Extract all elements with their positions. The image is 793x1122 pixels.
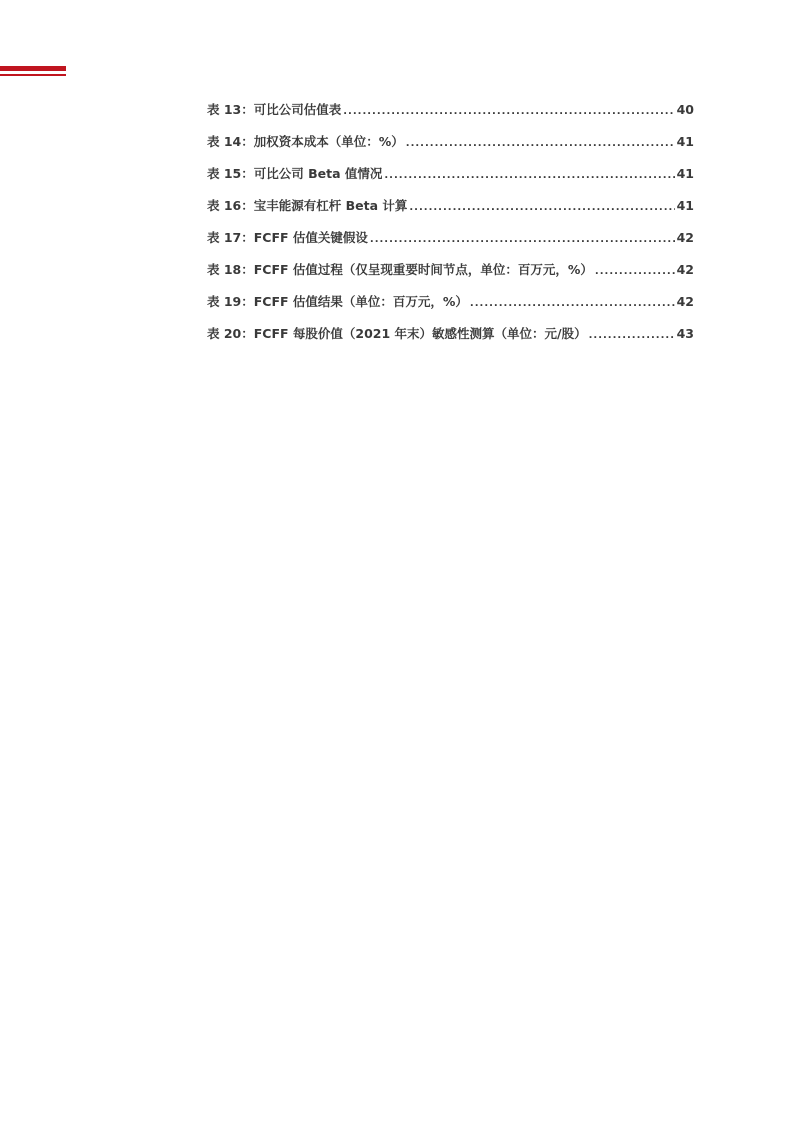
toc-leader-dots (370, 231, 675, 249)
toc-entry[interactable] (207, 133, 694, 165)
toc-entry-page: 40 (676, 102, 694, 117)
toc-entry-page: 42 (676, 262, 694, 277)
toc-entry-page: 43 (676, 326, 694, 341)
toc-leader-dots (343, 103, 674, 121)
toc-entry[interactable] (207, 165, 694, 197)
header-bar-thick (0, 66, 66, 71)
toc-entry-page: 42 (676, 294, 694, 309)
toc-entry-title: 表 16：宝丰能源有杠杆 Beta 计算 (207, 198, 408, 213)
header-decoration (0, 66, 66, 80)
toc-leader-dots (470, 295, 675, 313)
toc-leader-dots (589, 327, 675, 345)
toc-entry-title: 表 13：可比公司估值表 (207, 102, 342, 117)
toc-entry-page: 41 (676, 134, 694, 149)
toc-entry-title: 表 17：FCFF 估值关键假设 (207, 230, 368, 245)
toc-entry-page: 42 (676, 230, 694, 245)
toc-entry-title: 表 18：FCFF 估值过程（仅呈现重要时间节点，单位：百万元，%） (207, 262, 593, 277)
header-bar-thin (0, 74, 66, 76)
toc-leader-dots (409, 199, 674, 217)
toc-leader-dots (384, 167, 674, 185)
toc-entry-title: 表 19：FCFF 估值结果（单位：百万元，%） (207, 294, 468, 309)
toc-entry-page: 41 (676, 198, 694, 213)
toc-entry[interactable] (207, 229, 694, 261)
toc-leader-dots (595, 263, 675, 281)
toc-leader-dots (406, 135, 675, 153)
toc-entry[interactable] (207, 101, 694, 133)
toc-entry-title: 表 20：FCFF 每股价值（2021 年末）敏感性测算（单位：元/股） (207, 326, 587, 341)
toc-entry-title: 表 15：可比公司 Beta 值情况 (207, 166, 383, 181)
toc-entry[interactable] (207, 261, 694, 293)
toc-entry[interactable] (207, 293, 694, 325)
toc-entry[interactable] (207, 197, 694, 229)
toc-entry[interactable] (207, 325, 694, 357)
toc-entry-title: 表 14：加权资本成本（单位：%） (207, 134, 404, 149)
toc-entry-page: 41 (676, 166, 694, 181)
table-of-tables (207, 101, 694, 357)
